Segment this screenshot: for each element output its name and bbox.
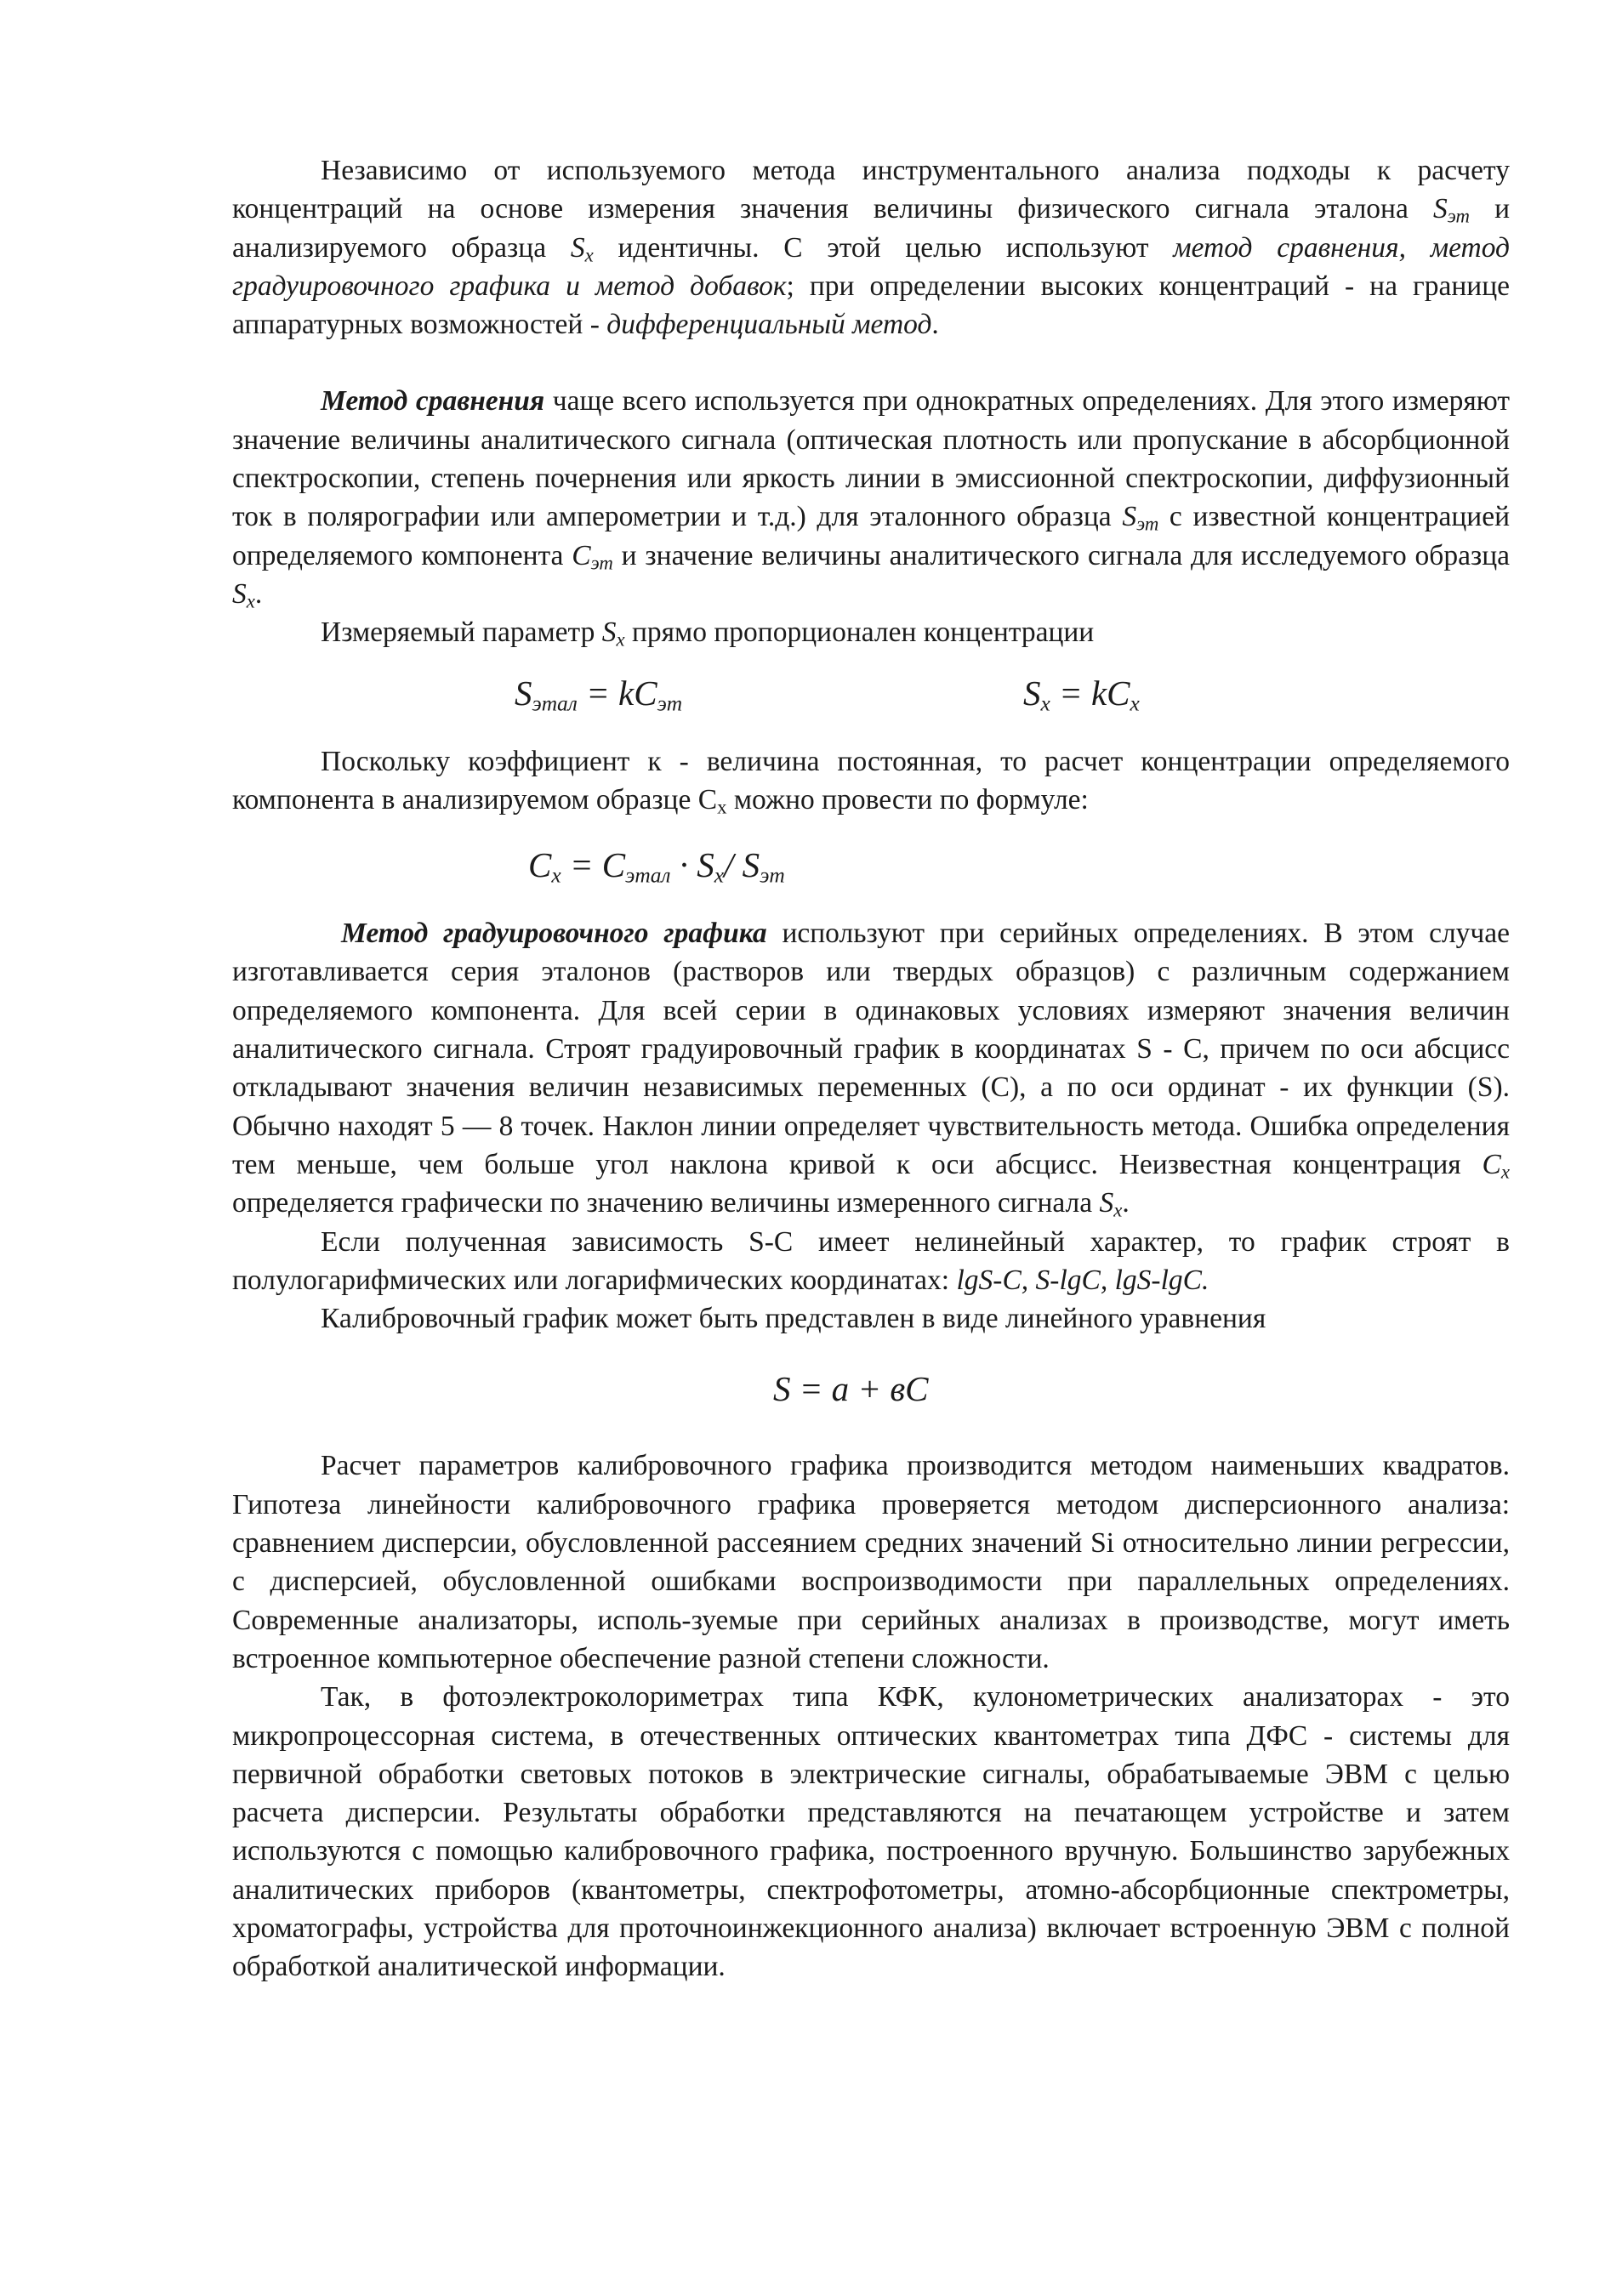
document-page [232,151,1510,1986]
symbol-s-x: $S_x$ [1099,1187,1123,1221]
paragraph-9: Так, в фотоэлектроколориметрах типа КФК, кулонометрических анализаторах - это микропроцессорная система, в отечественных оптических квантометрах типа ДФС - системы для первичной обработки световых потоков в электрические сигналы, обрабатываемые ЭВМ с целью расчета дисперсии. Результаты обработки представляются на печатающем устройстве и затем используются с помощью калибровочного графика, построенного вручную. Большинство зарубежных аналитических приборов (квантометры, спектрофотометры, атомно-абсорбционные спектрометры, хроматографы, устройства для проточноинжекционного анализа) включает встроенную ЭВМ с полной обработкой аналитической информации. [232,1681,1510,1983]
symbol-s-x: $S_x$ [601,617,625,651]
symbol-s-x: $S_x$ [570,231,594,266]
paragraph-3: Измеряемый параметр $S_x$ прямо пропорционален концентрации [321,617,1095,651]
formula-c-x: $C_x = C_{эmал} \cdot S_x/$ $S_{эm}$ [528,845,785,888]
formula-linear: S = a + вC [773,1369,929,1409]
paragraph-4: Поскольку коэффициент к - величина постоянная, то расчет концентрации определяемого компонента в анализируемом образце $С_х$ можно провести по формуле: [232,745,1510,818]
paragraph-6: Если полученная зависимость S-C имеет нелинейный характер, то график строят в полулогарифмических или логарифмических координатах: lgS-C, S-lgC, lgS-lgC. [232,1225,1510,1296]
methods-list: метод сравнения, метод градуировочного графика и метод добавок [232,231,1510,302]
formula-s-x: $S_x = kC_x$ [1023,673,1140,715]
paragraph-2: Метод сравнения чаще всего используется при однократных определениях. Для этого измеряют значение величины аналитического сигнала (оптическая плотность или пропускание в абсорбционной спектроскопии, степень почернения или яркость линии в эмиссионной спектроскопии, диффузионный ток в полярографии или амперометрии и т.д.) для эталонного образца $S_{эт}$ с известной концентрацией определяемого компонента $C_{эт}$ и значение величины аналитического сигнала для исследуемого образца $S_x$. [232,385,1511,612]
log-coordinates: lgS-C, S-lgC, lgS-lgC. [956,1264,1209,1296]
formula-row-2 [232,819,1510,914]
paragraph-1: Независимо от используемого метода инструментального анализа подходы к расчету концентраций на основе измерения значения величины физического сигнала эталона $S_{эт}$ и анализируемого образца $S_x$ идентичны. С этой целью используют метод сравнения, метод градуировочного графика и метод добавок; при определении высоких концентраций - на границе аппаратурных возможностей - дифференциальный метод. [232,155,1511,341]
paragraph-8: Расчет параметров калибровочного графика производится методом наименьших квадратов. Гипотеза линейности калибровочного графика проверяется методом дисперсионного анализа: сравнением дисперсии, обусловленной рассеянием средних значений Si относительно линии регрессии, с дисперсией, обусловленной ошибками воспроизводимости при параллельных определениях. Современные анализаторы, исполь-зуемые при серийных анализах в производстве, могут иметь встроенное компьютерное обеспечение разной степени сложности. [232,1450,1510,1674]
symbol-s-et: $S_{эт}$ [1122,501,1159,536]
differential-method: дифференциальный метод [606,309,932,341]
formula-row-1 [232,652,1510,742]
formula-row-3 [232,1338,1510,1446]
symbol-c-x: $C_x$ [1482,1148,1510,1183]
calibration-graph-method-heading: Метод градуировочного графика [341,918,767,950]
symbol-s-x: $S_x$ [232,577,255,612]
comparison-method-heading: Метод сравнения [321,385,545,418]
formula-s-etal: $S_{эmал} = kC_{эm}$ [515,673,683,715]
paragraph-7: Калибровочный график может быть представлен в виде линейного уравнения [321,1303,1266,1335]
symbol-s-et: $S_{эт}$ [1433,193,1470,227]
symbol-c-et: $C_{эт}$ [572,539,613,574]
paragraph-5: Метод градуировочного графика используют при серийных определениях. В этом случае изготавливается серия эталонов (растворов или твердых образцов) с различным содержанием определяемого компонента. Для всей серии в одинаковых условиях измеряют значения величин аналитического сигнала. Строят градуировочный график в координатах S - С, причем по оси абсцисс откладывают значения величин независимых переменных (С), а по оси ординат - их функции (S). Обычно находят 5 — 8 точек. Наклон линии определяет чувствительность метода. Ошибка определения тем меньше, чем больше угол наклона кривой к оси абсцисс. Неизвестная концентрация $C_x$ определяется графически по значению величины измеренного сигнала $S_x$. [232,918,1510,1221]
spacer [232,344,1510,382]
